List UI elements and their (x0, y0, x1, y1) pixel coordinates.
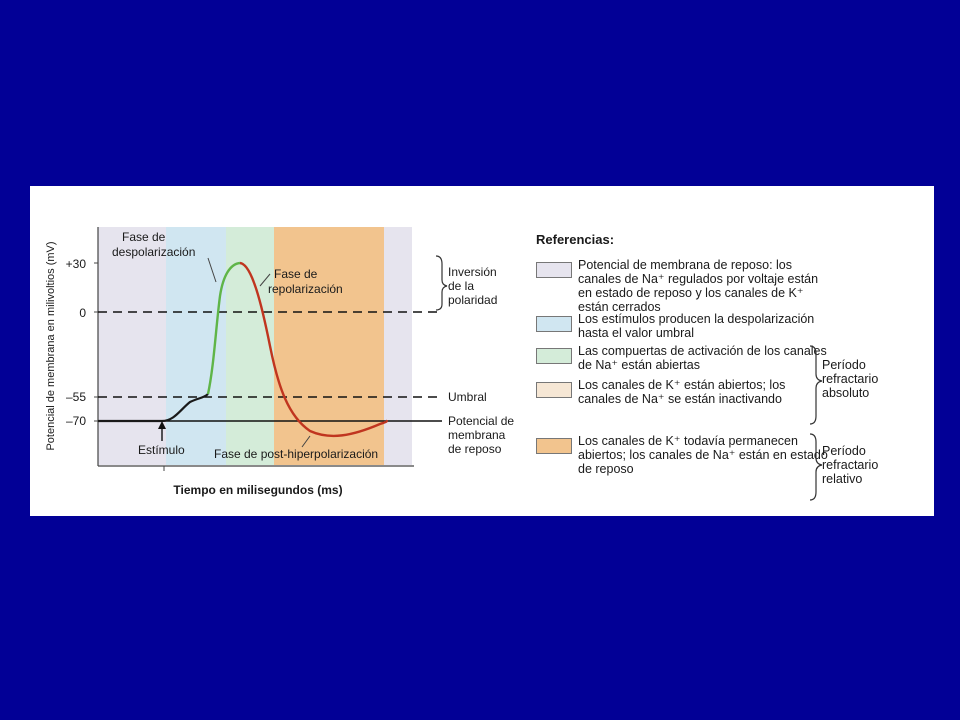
figure-panel (30, 186, 934, 516)
inversion-label-1: Inversión (448, 265, 497, 279)
inversion-brace (436, 256, 447, 310)
repolarization-label-1: Fase de (274, 267, 318, 281)
inversion-label-2: de la (448, 279, 475, 293)
hyperpolarization-label: Fase de post-hiperpolarización (214, 447, 379, 461)
legend-swatch (536, 382, 572, 398)
depolarization-label-1: Fase de (122, 230, 166, 244)
absolute-brace (810, 346, 822, 424)
depolarization-label-2: despolarización (112, 245, 196, 259)
legend-swatch (536, 348, 572, 364)
legend-swatch (536, 438, 572, 454)
band-na-open (226, 227, 274, 465)
umbral-label: Umbral (448, 390, 487, 404)
resting-label-2: membrana (448, 428, 506, 442)
tick-label-0: 0 (79, 306, 86, 320)
relative-refractory-label: Período refractario relativo (822, 444, 879, 486)
legend-text: Los canales de K⁺ están abiertos; los canales de Na⁺ se están inactivando (578, 378, 786, 406)
relative-brace (810, 434, 822, 500)
legend-swatch (536, 316, 572, 332)
legend-text: Los canales de K⁺ todavía permanecen abiertos; los canales de Na⁺ están en estado de reposo (578, 434, 828, 476)
inversion-label-3: polaridad (448, 293, 498, 307)
stimulus-label: Estímulo (138, 443, 185, 457)
legend-text: Los estímulos producen la despolarización hasta el valor umbral (578, 312, 815, 340)
repolarization-label-2: repolarización (268, 282, 343, 296)
band-resting (98, 227, 166, 465)
legend-text: Las compuertas de activación de los canales de Na⁺ están abiertas (578, 344, 827, 372)
tick-label-minus70: –70 (65, 414, 86, 428)
legend (536, 230, 926, 510)
tick-label-minus55: –55 (65, 390, 86, 404)
y-axis-label: Potencial de membrana en milivoltios (mV) (45, 241, 57, 451)
legend-text: Potencial de membrana de reposo: los canales de Na⁺ regulados por voltaje están en estado de reposo y los canales de K⁺ están cerrados (578, 258, 819, 314)
resting-label-3: de reposo (448, 442, 502, 456)
resting-label-1: Potencial de (448, 414, 515, 428)
legend-swatch (536, 262, 572, 278)
x-axis-label: Tiempo en milisegundos (ms) (173, 483, 343, 497)
absolute-refractory-label: Período refractario absoluto (822, 358, 879, 400)
legend-title: Referencias: (536, 232, 615, 247)
band-resting-end (384, 227, 412, 465)
band-stimulus (166, 227, 226, 465)
tick-label-30: +30 (65, 257, 86, 271)
